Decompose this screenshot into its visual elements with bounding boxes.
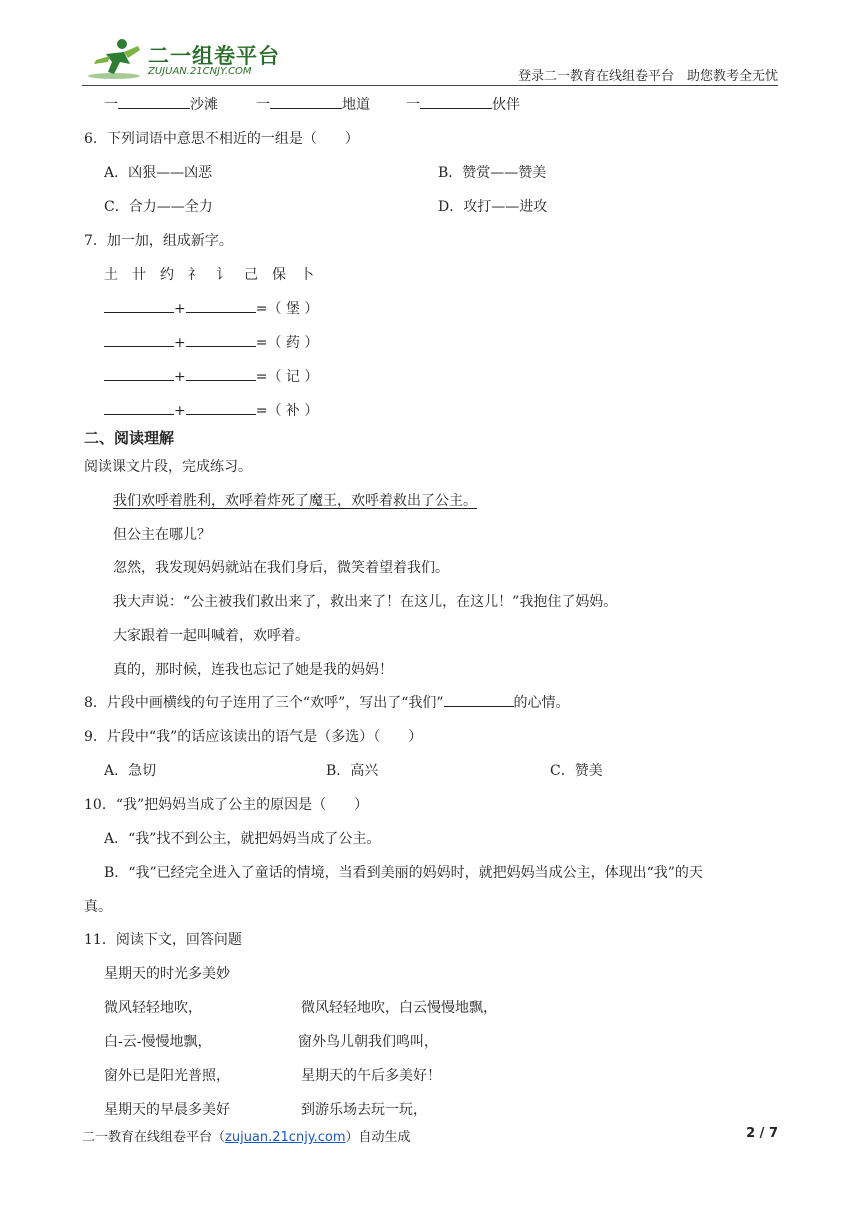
answer-blank[interactable] bbox=[104, 298, 174, 313]
poem-line: 微风轻轻地吹，白云慢慢地飘， bbox=[301, 1000, 497, 1016]
logo-subtitle: ZUJUAN.21CNJY.COM bbox=[148, 66, 252, 77]
logo-title: 二一组卷平台 bbox=[148, 44, 280, 68]
answer-blank[interactable] bbox=[186, 366, 256, 381]
passage-paragraph: 大家跟着一起叫喊着，欢呼着。 bbox=[113, 628, 309, 644]
footer-source: 二一教育在线组卷平台（zujuan.21cnjy.com）自动生成 bbox=[82, 1130, 411, 1145]
q7-row-4: + =（ 补 ） bbox=[104, 400, 318, 420]
q7-stem: 7．加一加，组成新字。 bbox=[84, 233, 233, 249]
q6-option-a[interactable]: A．凶狠——凶恶 bbox=[104, 165, 213, 181]
answer-blank[interactable] bbox=[104, 332, 174, 347]
q7-parts bbox=[104, 264, 314, 284]
poem-title: 星期天的时光多美妙 bbox=[104, 966, 230, 982]
answer-blank[interactable] bbox=[186, 298, 256, 313]
answer-blank[interactable] bbox=[186, 332, 256, 347]
q9-option-b[interactable]: B．高兴 bbox=[326, 763, 379, 779]
q6-option-c[interactable]: C．合力——全力 bbox=[104, 199, 213, 215]
answer-blank[interactable] bbox=[270, 94, 342, 109]
answer-blank[interactable] bbox=[444, 692, 514, 707]
q9-option-c[interactable]: C．赞美 bbox=[550, 763, 603, 779]
radical-part: 讠 bbox=[216, 267, 230, 283]
radical-part: 卄 bbox=[132, 267, 146, 283]
radical-part: 礻 bbox=[188, 267, 202, 283]
q5-blank-b: 一 地道 bbox=[256, 94, 370, 114]
q8-stem: 8．片段中画横线的句子连用了三个“欢呼”，写出了“我们” 的心情。 bbox=[84, 692, 570, 712]
radical-part: 卜 bbox=[300, 267, 314, 283]
radical-part: 保 bbox=[272, 267, 286, 283]
passage-paragraph: 真的，那时候，连我也忘记了她是我的妈妈！ bbox=[113, 662, 393, 678]
q6-stem: 6．下列词语中意思不相近的一组是（ ） bbox=[84, 131, 359, 147]
q5-blank-c: 一 伙伴 bbox=[406, 94, 520, 114]
passage-underlined-sentence: 我们欢呼着胜利，欢呼着炸死了魔王，欢呼着救出了公主。 bbox=[113, 493, 477, 509]
poem-line: 到游乐场去玩一玩， bbox=[301, 1102, 427, 1118]
q9-stem: 9．片段中“我”的话应该读出的语气是（多选）（ ） bbox=[84, 729, 423, 745]
poem-line: 星期天的早晨多美好 bbox=[104, 1102, 230, 1118]
poem-line: 白-云-慢慢地飘， bbox=[104, 1034, 212, 1050]
poem-line: 窗外鸟儿朝我们鸣叫， bbox=[298, 1034, 438, 1050]
q11-stem: 11．阅读下文，回答问题 bbox=[84, 932, 242, 948]
answer-blank[interactable] bbox=[104, 400, 174, 415]
answer-blank[interactable] bbox=[118, 94, 190, 109]
q6-option-d[interactable]: D．攻打——进攻 bbox=[438, 199, 548, 215]
header-divider bbox=[82, 85, 778, 86]
header-slogan: 登录二一教育在线组卷平台 助您教考全无忧 bbox=[517, 69, 778, 84]
q7-row-3: + =（ 记 ） bbox=[104, 366, 318, 386]
radical-part: 土 bbox=[104, 267, 118, 283]
radical-part: 约 bbox=[160, 267, 174, 283]
answer-blank[interactable] bbox=[186, 400, 256, 415]
answer-blank[interactable] bbox=[104, 366, 174, 381]
q7-row-1: + =（ 堡 ） bbox=[104, 298, 318, 318]
q10-stem: 10．“我”把妈妈当成了公主的原因是（ ） bbox=[84, 797, 369, 813]
footer-link[interactable]: zujuan.21cnjy.com bbox=[225, 1130, 346, 1145]
q5-blank-a: 一 沙滩 bbox=[104, 94, 218, 114]
q10-option-b[interactable]: B．“我”已经完全进入了童话的情境，当看到美丽的妈妈时，就把妈妈当成公主，体现出“我”的天 bbox=[104, 865, 703, 881]
section-title: 二、阅读理解 bbox=[84, 429, 175, 447]
q9-option-a[interactable]: A．急切 bbox=[104, 763, 157, 779]
passage-paragraph: 但公主在哪儿？ bbox=[113, 527, 211, 543]
answer-blank[interactable] bbox=[420, 94, 492, 109]
page-number: 2 / 7 bbox=[746, 1126, 778, 1141]
q7-row-2: + =（ 药 ） bbox=[104, 332, 318, 352]
poem-line: 微风轻轻地吹， bbox=[104, 1000, 202, 1016]
q10-option-b-continued: 真。 bbox=[84, 899, 112, 915]
poem-line: 窗外已是阳光普照， bbox=[104, 1068, 230, 1084]
q6-option-b[interactable]: B．赞赏——赞美 bbox=[438, 165, 547, 181]
poem-line: 星期天的午后多美好！ bbox=[301, 1068, 441, 1084]
passage-paragraph: 我大声说：“公主被我们救出来了，救出来了！在这儿，在这儿！”我抱住了妈妈。 bbox=[113, 594, 618, 610]
radical-part: 己 bbox=[244, 267, 258, 283]
q10-option-a[interactable]: A．“我”找不到公主，就把妈妈当成了公主。 bbox=[104, 831, 381, 847]
section-intro: 阅读课文片段，完成练习。 bbox=[84, 459, 252, 475]
passage-paragraph: 忽然，我发现妈妈就站在我们身后，微笑着望着我们。 bbox=[113, 560, 449, 576]
